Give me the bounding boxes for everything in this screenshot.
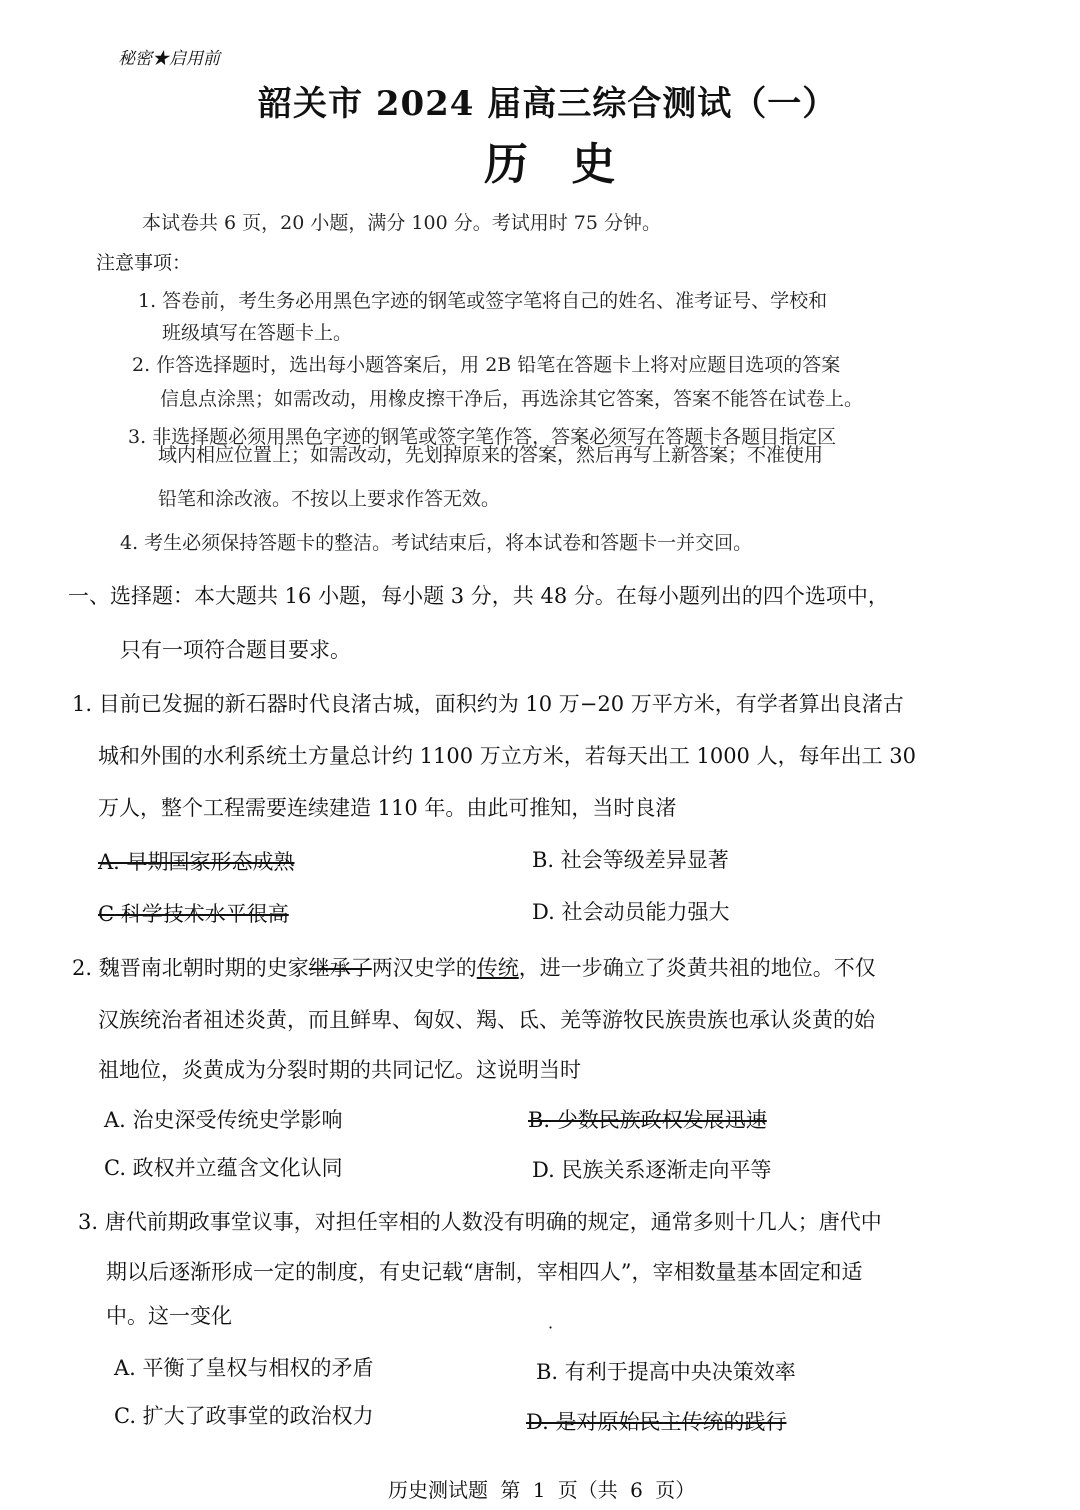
question-3-line: 期以后逐渐形成一定的制度，有史记载“唐制，宰相四人”，宰相数量基本固定和适 bbox=[106, 1260, 863, 1284]
question-1-option-a: A. 早期国家形态成熟 bbox=[98, 850, 295, 874]
stray-mark: · bbox=[548, 1318, 554, 1337]
section-heading-cont: 只有一项符合题目要求。 bbox=[120, 638, 351, 662]
question-1-option-c: C 科学技术水平很高 bbox=[98, 902, 289, 926]
notice-heading: 注意事项： bbox=[96, 252, 192, 274]
notice-line: 班级填写在答题卡上。 bbox=[162, 322, 353, 344]
question-2-line: 汉族统治者祖述炎黄，而且鲜卑、匈奴、羯、氐、羌等游牧民族贵族也承认炎黄的始 bbox=[98, 1008, 875, 1032]
question-3-line: 3. 唐代前期政事堂议事，对担任宰相的人数没有明确的规定，通常多则十几人；唐代中 bbox=[78, 1210, 882, 1234]
question-3-option-b: B. 有利于提高中央决策效率 bbox=[536, 1360, 796, 1384]
notice-line: 铅笔和涂改液。不按以上要求作答无效。 bbox=[158, 488, 501, 510]
question-1-line: 1. 目前已发掘的新石器时代良渚古城，面积约为 10 万−20 万平方米，有学者算出良渚古 bbox=[72, 692, 904, 716]
q2-text: 两汉史学的 bbox=[371, 956, 477, 980]
question-3-line: 中。这一变化 bbox=[106, 1304, 232, 1328]
question-2-line: 祖地位，炎黄成为分裂时期的共同记忆。这说明当时 bbox=[98, 1058, 581, 1082]
page-footer: 历史测试题 第 1 页（共 6 页） bbox=[388, 1478, 696, 1502]
secret-mark: 秘密★启用前 bbox=[118, 49, 220, 69]
question-1-line: 城和外围的水利系统土方量总计约 1100 万立方米，若每天出工 1000 人，每年出工 30 bbox=[98, 744, 916, 768]
notice-line: 3. 非选择题必须用黑色字迹的钢笔或签字笔作答，答案必须写在答题卡各题目指定区 bbox=[128, 426, 837, 448]
section-heading: 一、选择题：本大题共 16 小题，每小题 3 分，共 48 分。在每小题列出的四个选项中， bbox=[68, 584, 889, 608]
notice-line: 4. 考生必须保持答题卡的整洁。考试结束后，将本试卷和答题卡一并交回。 bbox=[120, 532, 753, 554]
question-3-option-c: C. 扩大了政事堂的政治权力 bbox=[114, 1404, 374, 1428]
subject-title: 历 史 bbox=[484, 139, 630, 190]
notice-line: 2. 作答选择题时，选出每小题答案后，用 2B 铅笔在答题卡上将对应题目选项的答案 bbox=[132, 354, 841, 376]
question-1-option-d: D. 社会动员能力强大 bbox=[532, 900, 730, 924]
question-1-option-b: B. 社会等级差异显著 bbox=[532, 848, 729, 872]
question-2-option-c: C. 政权并立蕴含文化认同 bbox=[104, 1156, 343, 1180]
exam-title: 韶关市 2024 届高三综合测试（一） bbox=[258, 84, 838, 124]
question-2-line bbox=[72, 952, 876, 982]
exam-intro: 本试卷共 6 页，20 小题，满分 100 分。考试用时 75 分钟。 bbox=[142, 212, 661, 234]
notice-line: 1. 答卷前，考生务必用黑色字迹的钢笔或签字笔将自己的姓名、准考证号、学校和 bbox=[138, 290, 828, 312]
q2-struck-text: 继承了 bbox=[308, 956, 372, 980]
q2-underlined-text: 传统 bbox=[476, 956, 519, 980]
notice-line: 域内相应位置上；如需改动，先划掉原来的答案，然后再写上新答案；不准使用 bbox=[158, 444, 824, 466]
question-2-option-b: B. 少数民族政权发展迅速 bbox=[528, 1108, 767, 1132]
question-1-line: 万人，整个工程需要连续建造 110 年。由此可推知，当时良渚 bbox=[98, 796, 677, 820]
question-3-option-d: D. 是对原始民主传统的践行 bbox=[526, 1410, 787, 1434]
question-3-option-a: A. 平衡了皇权与相权的矛盾 bbox=[114, 1356, 374, 1380]
q2-text: ，进一步确立了炎黄共祖的地位。不仅 bbox=[518, 956, 876, 980]
question-2-option-a: A. 治史深受传统史学影响 bbox=[104, 1108, 343, 1132]
notice-line: 信息点涂黑；如需改动，用橡皮擦干净后，再选涂其它答案，答案不能答在试卷上。 bbox=[160, 388, 864, 410]
q2-text: 2. 魏晋南北朝时期的史家 bbox=[72, 956, 309, 980]
question-2-option-d: D. 民族关系逐渐走向平等 bbox=[532, 1158, 772, 1182]
